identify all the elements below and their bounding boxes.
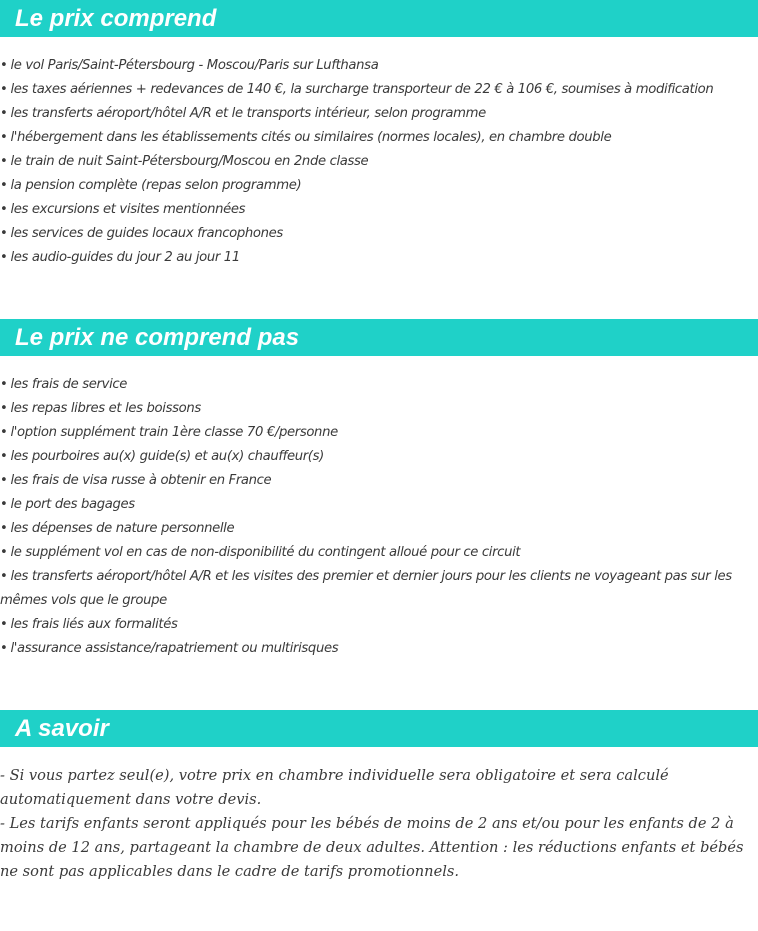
bullet-icon: • <box>0 82 8 97</box>
bullet-icon: • <box>0 154 8 169</box>
list-item-text: les excursions et visites mentionnées <box>10 202 246 217</box>
list-item <box>0 445 758 469</box>
list-item <box>0 150 758 174</box>
savoir-paragraph: - Les tarifs enfants seront appliqués pour les bébés de moins de 2 ans et/ou pour les enfants de 2 à moins de 12 ans, partageant la chambre de deux adultes. Attention : les réductions enfants et bébés ne sont pas applicables dans le cadre de tarifs promotionnels. <box>0 815 744 880</box>
bullet-icon: • <box>0 106 8 121</box>
section-title-included: Le prix comprend <box>15 5 217 32</box>
bullet-icon: • <box>0 425 8 440</box>
bullet-icon: • <box>0 521 8 536</box>
list-item-text: le vol Paris/Saint-Pétersbourg - Moscou/Paris sur Lufthansa <box>10 58 379 73</box>
list-item <box>0 397 758 421</box>
list-item <box>0 102 758 126</box>
list-item-text: l'assurance assistance/rapatriement ou multirisques <box>10 641 339 656</box>
section-header-excluded <box>0 319 758 356</box>
list-item <box>0 541 758 565</box>
bullet-icon: • <box>0 130 8 145</box>
bullet-icon: • <box>0 569 8 584</box>
list-item-text: les audio-guides du jour 2 au jour 11 <box>10 250 240 265</box>
list-item-text: l'hébergement dans les établissements cités ou similaires (normes locales), en chambre double <box>10 130 612 145</box>
list-item-text: les frais liés aux formalités <box>10 617 178 632</box>
bullet-icon: • <box>0 641 8 656</box>
list-item <box>0 517 758 541</box>
bullet-icon: • <box>0 58 8 73</box>
section-header-included <box>0 0 758 37</box>
list-item <box>0 54 758 78</box>
list-item-text: les repas libres et les boissons <box>10 401 201 416</box>
savoir-paragraph: - Si vous partez seul(e), votre prix en chambre individuelle sera obligatoire et sera calculé automatiquement dans votre devis. <box>0 767 669 808</box>
bullet-icon: • <box>0 401 8 416</box>
section-header-savoir <box>0 710 758 747</box>
bullet-icon: • <box>0 377 8 392</box>
list-item-text: les dépenses de nature personnelle <box>10 521 235 536</box>
list-item <box>0 637 758 661</box>
bullet-icon: • <box>0 178 8 193</box>
section-title-savoir: A savoir <box>15 715 109 742</box>
included-list <box>0 54 758 270</box>
list-item <box>0 246 758 270</box>
list-item-text: les pourboires au(x) guide(s) et au(x) chauffeur(s) <box>10 449 324 464</box>
list-item <box>0 565 758 613</box>
list-item <box>0 469 758 493</box>
savoir-notes <box>0 764 758 884</box>
list-item-text: la pension complète (repas selon programme) <box>10 178 302 193</box>
list-item <box>0 78 758 102</box>
list-item <box>0 613 758 637</box>
bullet-icon: • <box>0 545 8 560</box>
section-title-excluded: Le prix ne comprend pas <box>15 324 300 351</box>
bullet-icon: • <box>0 473 8 488</box>
list-item-text: le train de nuit Saint-Pétersbourg/Moscou en 2nde classe <box>10 154 369 169</box>
list-item <box>0 174 758 198</box>
list-item <box>0 421 758 445</box>
bullet-icon: • <box>0 497 8 512</box>
bullet-icon: • <box>0 226 8 241</box>
list-item-text: les frais de service <box>10 377 128 392</box>
list-item <box>0 493 758 517</box>
list-item-text: les taxes aériennes + redevances de 140 €, la surcharge transporteur de 22 € à 106 €, soumises à modification <box>10 82 714 97</box>
bullet-icon: • <box>0 250 8 265</box>
list-item-text: l'option supplément train 1ère classe 70 €/personne <box>10 425 338 440</box>
list-item-text: les transferts aéroport/hôtel A/R et les visites des premier et dernier jours pour les clients ne voyageant pas sur les mêmes vols que le groupe <box>0 569 732 608</box>
list-item-text: le supplément vol en cas de non-disponibilité du contingent alloué pour ce circuit <box>10 545 521 560</box>
bullet-icon: • <box>0 449 8 464</box>
list-item <box>0 126 758 150</box>
list-item-text: le port des bagages <box>10 497 135 512</box>
list-item <box>0 373 758 397</box>
bullet-icon: • <box>0 202 8 217</box>
bullet-icon: • <box>0 617 8 632</box>
list-item <box>0 198 758 222</box>
list-item-text: les services de guides locaux francophones <box>10 226 283 241</box>
list-item <box>0 222 758 246</box>
excluded-list <box>0 373 758 661</box>
list-item-text: les transferts aéroport/hôtel A/R et le transports intérieur, selon programme <box>10 106 486 121</box>
list-item-text: les frais de visa russe à obtenir en France <box>10 473 272 488</box>
